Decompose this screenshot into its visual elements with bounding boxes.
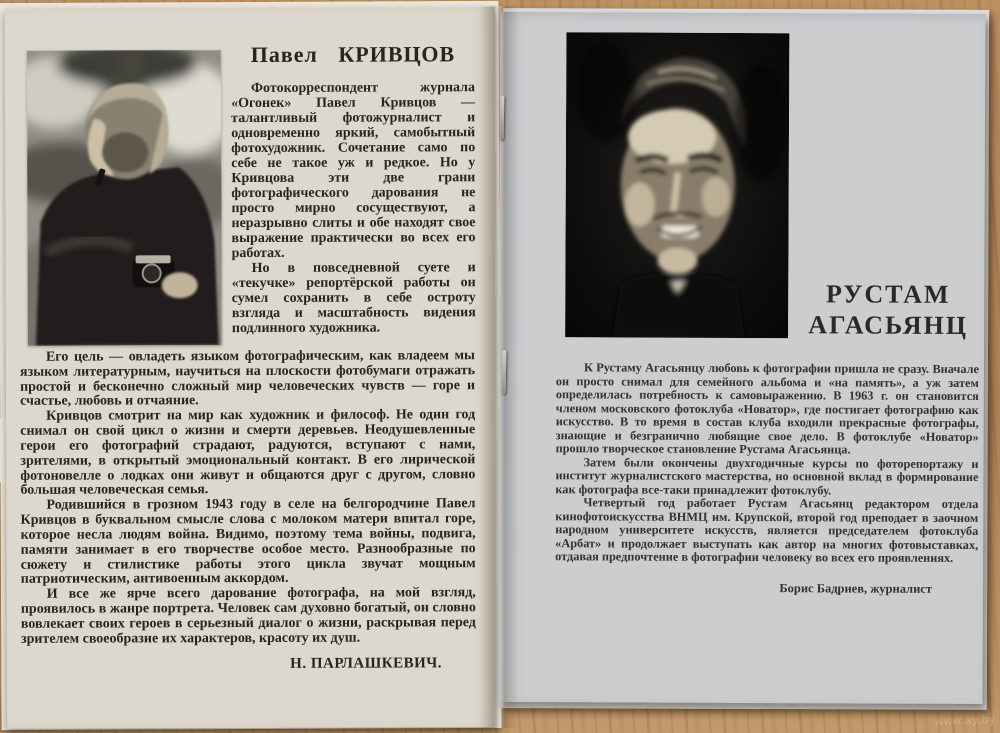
agasyants-photo — [565, 32, 789, 338]
left-author-signature: Н. ПАРЛАШКЕВИЧ. — [290, 654, 443, 672]
paragraph: Но в повседневной суете и «текучке» репортёрской работы он сумел сохранить в себе остроту взгляда и масштабность видения подлинного художника. — [231, 259, 476, 336]
paragraph: Кривцов смотрит на мир как художник и философ. Не один год снимал он свой цикл о жизни и смерти деревьев. Неодушевленные герои его фотографий страдают, радуются, вступают с нами, зрителями, в открытый эмоциональный контакт. В его лирической фотоновелле о лодках они живут и общаются друг с другом, словно большая человеческая семья. — [20, 407, 476, 499]
right-body-text — [555, 361, 979, 596]
photo-watermark: www.ay.by — [935, 713, 997, 729]
staple-icon — [500, 96, 505, 140]
krivtsov-photo-illustration — [27, 50, 222, 346]
paragraph: К Рустаму Агасьянцу любовь к фотографии пришла не сразу. Вначале он просто снимал для семейного альбома и «на память», а уж затем определилась потребность к самовыражению. В 1963 г. он становится членом московского фотоклуба «Новатор», где постигает фотографию как искусство. В то время в состав клуба входили прекрасные фотографы, знающие и безгранично любящие свое дело. В фотоклубе «Новатор» прошло творческое становление Рустама Агасьянца. — [555, 360, 979, 457]
left-body-text — [20, 349, 476, 673]
krivtsov-photo — [27, 50, 222, 346]
right-title-line2: АГАСЬЯНЦ — [808, 309, 969, 340]
right-title-line1: РУСТАМ — [825, 279, 951, 309]
left-page — [5, 7, 498, 729]
left-intro-column — [231, 81, 476, 336]
left-page-title: Павел КРИВЦОВ — [250, 41, 456, 67]
paragraph: Родившийся в грозном 1943 году в селе на белгородчине Павел Кривцов в буквальном смысле слова с молоком матери впитал горе, которое несла людям война. Видимо, поэтому тема войны, подвига, памяти занимает в его творчестве особое место. Разнообразные по сюжету и стилистике работы этого цикла звучат мощным патриотическим, антивоенным аккордом. — [20, 496, 476, 588]
paragraph: И все же ярче всего дарование фотографа, на мой взгляд, проявилось в жанре портрета. Человек сам духовно богатый, он словно вовлекает своих героев в серьезный диалог о жизни, раскрывая перед зрителем своеобразие их характеров, красоту их душ. — [20, 585, 476, 647]
right-page-title — [795, 279, 981, 341]
agasyants-photo-illustration — [565, 32, 789, 338]
right-author-signature: Борис Бадриев, журналист — [779, 580, 933, 596]
paragraph: Его цель — овладеть языком фотографическим, как владеем мы языком литературным, научиться на плоскости фотобумаги отражать простой и бесконечно сложный мир человеческих чувств — горе и счастье, любовь и отчаяние. — [19, 348, 476, 410]
right-page — [497, 12, 985, 704]
paragraph: Четвертый год работает Рустам Агасьянц редактором отдела кинофотоискусства ВНМЦ им. Крупской, второй год преподает в заочном народном университете искусств, является председателем фотоклуба «Арбат» и продолжает выступать как автор на многих фотовыставках, отдавая предпочтение в фотографии человеку во всех его проявлениях. — [555, 495, 979, 566]
paragraph: Затем были окончены двухгодичные курсы по фоторепортажу и институт журналистского мастерства, но основной вклад в формирование как фотографа все-таки принадлежит фотоклубу. — [555, 454, 979, 498]
paragraph: Фотокорреспондент журнала «Огонек» Павел Кривцов — талантливый фотожурналист и одновременно яркий, самобытный фотохудожник. Сочетание само по себе не такое уж и редкое. Но у Кривцова эти две грани фотографического дарования не просто мирно сосуществуют, а неразрывно слиты и обе находят свое выражение практически во всех его работах. — [231, 80, 476, 261]
staple-icon — [502, 350, 507, 394]
